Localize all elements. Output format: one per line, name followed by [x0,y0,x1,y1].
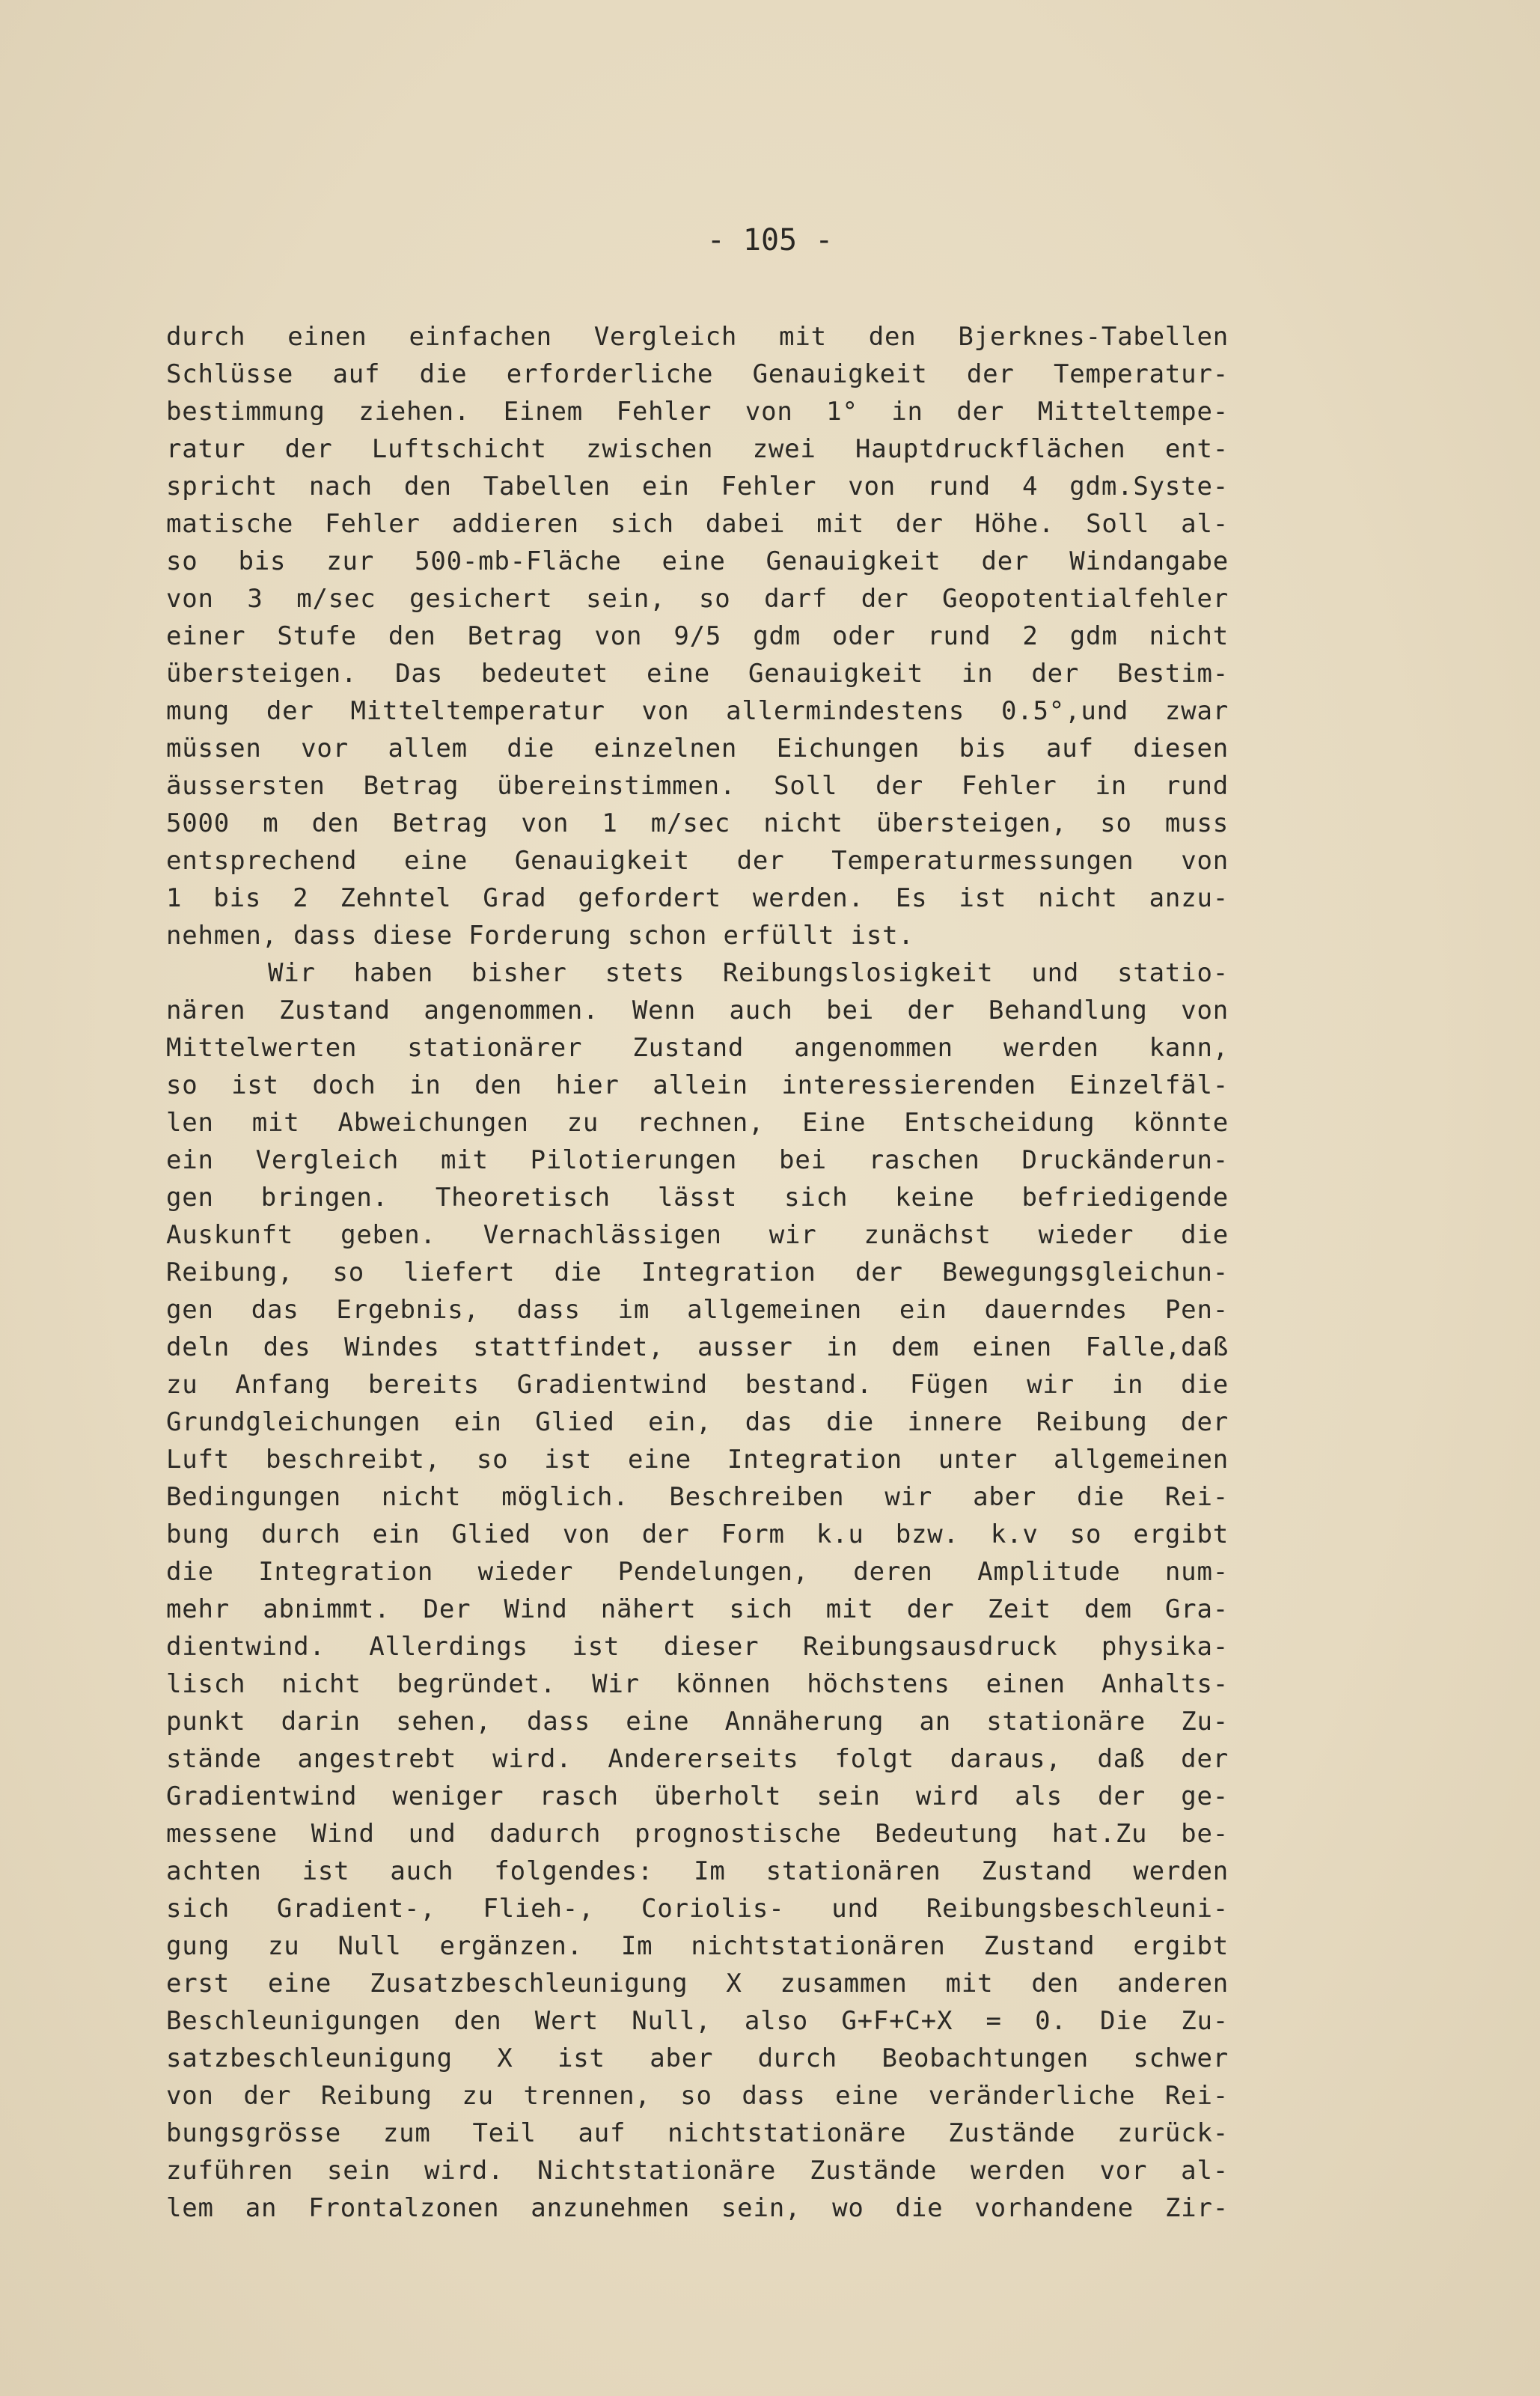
text-line: Mittelwerten stationärer Zustand angenommen werden kann, [166,1033,1229,1063]
text-line: achten ist auch folgendes: Im stationären Zustand werden [166,1856,1229,1886]
text-line: messene Wind und dadurch prognostische Bedeutung hat.Zu be- [166,1819,1229,1849]
text-line: gen das Ergebnis, dass im allgemeinen ein dauerndes Pen- [166,1295,1229,1325]
text-line: lem an Frontalzonen anzunehmen sein, wo die vorhandene Zir- [166,2193,1229,2223]
body-text [166,318,1229,2227]
text-line: von 3 m/sec gesichert sein, so darf der Geopotentialfehler [166,584,1229,614]
text-line: nären Zustand angenommen. Wenn auch bei der Behandlung von [166,996,1229,1025]
text-line: Bedingungen nicht möglich. Beschreiben wir aber die Rei- [166,1482,1229,1512]
text-line: spricht nach den Tabellen ein Fehler von rund 4 gdm.Syste- [166,472,1229,502]
page-number: - 105 - [706,223,834,257]
text-line: Reibung, so liefert die Integration der Bewegungsgleichun- [166,1258,1229,1287]
text-line: deln des Windes stattfindet, ausser in dem einen Falle,daß [166,1332,1229,1362]
text-line: Schlüsse auf die erforderliche Genauigkeit der Temperatur- [166,359,1229,389]
text-line: satzbeschleunigung X ist aber durch Beobachtungen schwer [166,2043,1229,2073]
text-line: punkt darin sehen, dass eine Annäherung an stationäre Zu- [166,1707,1229,1737]
text-line: so bis zur 500-mb-Fläche eine Genauigkeit der Windangabe [166,546,1229,576]
text-line: zu Anfang bereits Gradientwind bestand. Fügen wir in die [166,1370,1229,1400]
text-line: mung der Mitteltemperatur von allermindestens 0.5°,und zwar [166,696,1229,726]
text-line: Grundgleichungen ein Glied ein, das die innere Reibung der [166,1407,1229,1437]
text-line: gung zu Null ergänzen. Im nichtstationären Zustand ergibt [166,1931,1229,1961]
text-line: übersteigen. Das bedeutet eine Genauigkeit in der Bestim- [166,659,1229,689]
text-line: einer Stufe den Betrag von 9/5 gdm oder rund 2 gdm nicht [166,621,1229,651]
text-line: ein Vergleich mit Pilotierungen bei raschen Druckänderun- [166,1145,1229,1175]
text-line: Luft beschreibt, so ist eine Integration unter allgemeinen [166,1445,1229,1475]
text-line: 1 bis 2 Zehntel Grad gefordert werden. Es ist nicht anzu- [166,883,1229,913]
text-line: Gradientwind weniger rasch überholt sein wird als der ge- [166,1781,1229,1811]
text-line: Beschleunigungen den Wert Null, also G+F+C+X = 0. Die Zu- [166,2006,1229,2036]
text-line: die Integration wieder Pendelungen, deren Amplitude num- [166,1557,1229,1587]
text-line: entsprechend eine Genauigkeit der Temperaturmessungen von [166,846,1229,876]
text-line: matische Fehler addieren sich dabei mit der Höhe. Soll al- [166,509,1229,539]
text-line: 5000 m den Betrag von 1 m/sec nicht übersteigen, so muss [166,808,1229,838]
text-line: stände angestrebt wird. Andererseits folgt daraus, daß der [166,1744,1229,1774]
text-line: bung durch ein Glied von der Form k.u bzw. k.v so ergibt [166,1519,1229,1549]
text-line: Wir haben bisher stets Reibungslosigkeit und statio- [268,958,1229,988]
text-line: durch einen einfachen Vergleich mit den Bjerknes-Tabellen [166,322,1229,352]
text-line: zuführen sein wird. Nichtstationäre Zustände werden vor al- [166,2156,1229,2186]
text-line: bungsgrösse zum Teil auf nichtstationäre Zustände zurück- [166,2118,1229,2148]
text-line: bestimmung ziehen. Einem Fehler von 1° in der Mitteltempe- [166,397,1229,427]
text-line: nehmen, dass diese Forderung schon erfüllt ist. [166,921,914,951]
text-line: sich Gradient-, Flieh-, Coriolis- und Reibungsbeschleuni- [166,1894,1229,1924]
text-line: Auskunft geben. Vernachlässigen wir zunächst wieder die [166,1220,1229,1250]
text-line: müssen vor allem die einzelnen Eichungen bis auf diesen [166,734,1229,763]
text-line: mehr abnimmt. Der Wind nähert sich mit der Zeit dem Gra- [166,1594,1229,1624]
text-line: gen bringen. Theoretisch lässt sich keine befriedigende [166,1183,1229,1213]
text-line: von der Reibung zu trennen, so dass eine veränderliche Rei- [166,2081,1229,2111]
text-line: so ist doch in den hier allein interessierenden Einzelfäl- [166,1070,1229,1100]
text-line: dientwind. Allerdings ist dieser Reibungsausdruck physika- [166,1632,1229,1662]
text-line: erst eine Zusatzbeschleunigung X zusammen mit den anderen [166,1969,1229,1999]
text-line: len mit Abweichungen zu rechnen, Eine Entscheidung könnte [166,1108,1229,1138]
text-line: äussersten Betrag übereinstimmen. Soll der Fehler in rund [166,771,1229,801]
text-line: ratur der Luftschicht zwischen zwei Hauptdruckflächen ent- [166,434,1229,464]
text-line: lisch nicht begründet. Wir können höchstens einen Anhalts- [166,1669,1229,1699]
